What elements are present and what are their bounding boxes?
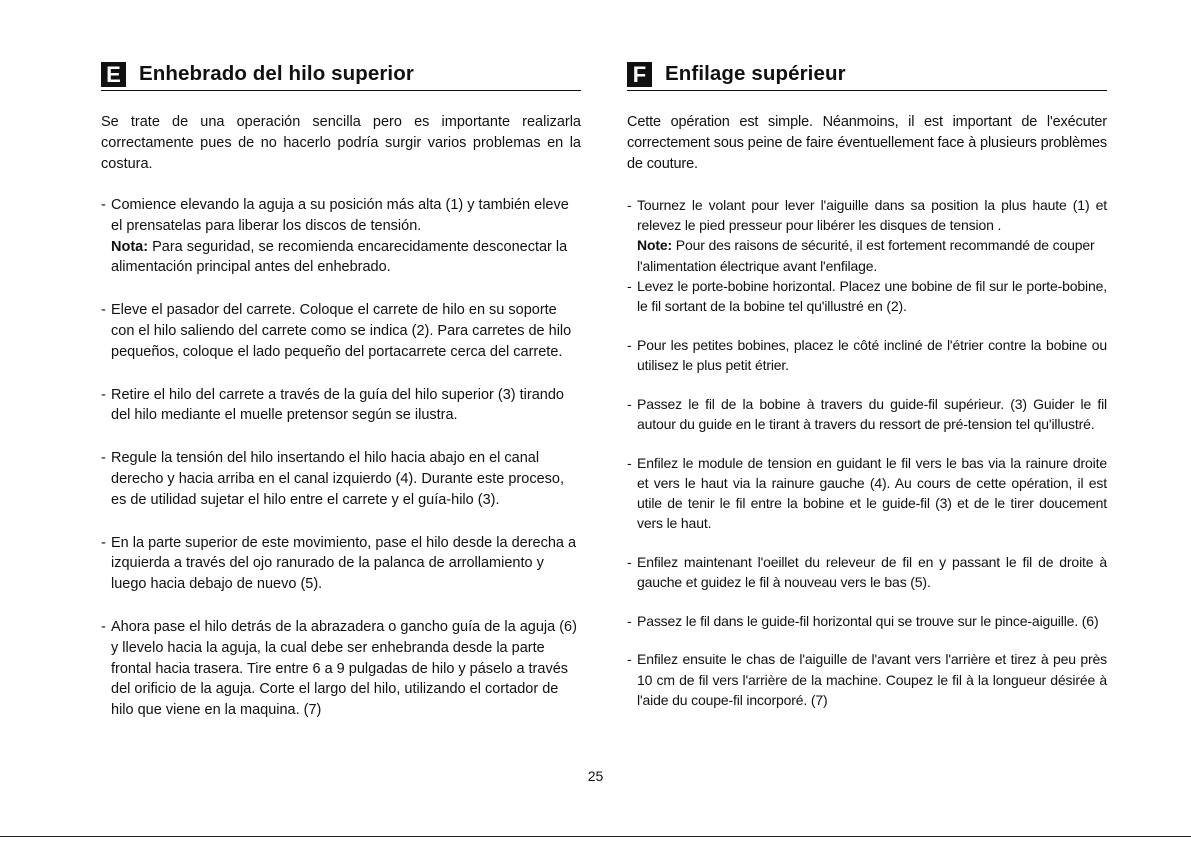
- step-6: [101, 617, 581, 721]
- step-1: [627, 195, 1107, 276]
- bottom-divider: [0, 836, 1191, 837]
- step-text: - Comience elevando la aguja a su posición más alta (1) y también eleve el prensatelas para liberar los discos de tensión.: [111, 197, 569, 234]
- step-text: - Enfilez le module de tension en guidant le fil vers le bas via la rainure droite et vers le haut via la rainure gauche (4). Au cours de cette opération, il est utile de tenir le fil entre la bobine et le guide-fil (3) et de le tirer doucement vers le haut.: [637, 454, 1107, 532]
- intro-paragraph: Cette opération est simple. Néanmoins, il est important de l'exécuter correctement sous peine de faire éventuellement face à plusieurs problèmes de couture.: [627, 114, 1107, 172]
- step-7: [627, 611, 1107, 631]
- step-text: - Regule la tensión del hilo insertando el hilo hacia abajo en el canal derecho y hacia arriba en el canal izquierdo (4). Durante este proceso, es de utilidad sujetar el hilo entre el carrete y el guía-hilo (3).: [111, 450, 564, 508]
- section-letter-badge: E: [101, 62, 126, 87]
- step-text: - Passez le fil de la bobine à travers du guide-fil supérieur. (3) Guider le fil autour du guide en le tirant à travers du ressort de pré-tension tel qu'illustré.: [637, 395, 1107, 432]
- step-text: - Ahora pase el hilo detrás de la abrazadera o gancho guía de la aguja (6) y llevelo hacia la aguja, la cual debe ser enhebranda desde la parte frontal hacia trasera. Tire entre 6 a 9 pulgadas de hilo y páselo a través del orificio de la aguja. Corte el largo del hilo, utilizando el cortador de hilo que viene en la maquina. (7): [111, 618, 577, 719]
- section-header-f: [627, 60, 1107, 91]
- section-f-french: [627, 60, 1107, 729]
- step-2: [101, 300, 581, 362]
- note-text: Pour des raisons de sécurité, il est fortement recommandé de couper l'alimentation électrique avant l'enfilage.: [637, 237, 1095, 274]
- page-number: 25: [587, 768, 604, 784]
- section-title: Enfilage supérieur: [665, 62, 846, 85]
- note-label: Note:: [637, 237, 673, 254]
- intro-paragraph: Se trate de una operación sencilla pero es importante realizarla correctamente pues de no hacerlo podría surgir varios problemas en la costura.: [101, 114, 581, 172]
- section-letter-badge: F: [627, 62, 652, 87]
- note-label: Nota:: [111, 238, 149, 255]
- section-title: Enhebrado del hilo superior: [139, 62, 414, 85]
- step-text: - Eleve el pasador del carrete. Coloque el carrete de hilo en su soporte con el hilo saliendo del carrete como se indica (2). Para carretes de hilo pequeños, coloque el lado pequeño del portacarrete cerca del carrete.: [111, 302, 572, 360]
- step-5: [101, 533, 581, 595]
- safety-note: [637, 235, 1107, 275]
- step-5: [627, 453, 1107, 534]
- instruction-steps: [101, 195, 581, 721]
- step-text: - Levez le porte-bobine horizontal. Placez une bobine de fil sur le porte-bobine, le fil sortant de la bobine tel qu'illustré en (2).: [637, 277, 1107, 315]
- step-2: [627, 276, 1107, 316]
- instruction-steps: [627, 195, 1107, 710]
- step-4: [101, 448, 581, 510]
- step-text: - Retire el hilo del carrete a través de la guía del hilo superior (3) tirando del hilo mediante el muelle pretensor según se ilustra.: [111, 386, 564, 424]
- note-text: Para seguridad, se recomienda encarecidamente desconectar la alimentación principal antes del enhebrado.: [111, 238, 568, 276]
- step-text: - Enfilez ensuite le chas de l'aiguille de l'avant vers l'arrière et tirez à peu près 10 cm de fil vers l'arrière de la machine. Coupez le fil à la longueur désirée à l'aide du coupe-fil incorporé. (7): [637, 651, 1107, 708]
- step-3: [101, 385, 581, 427]
- step-text: - Tournez le volant pour lever l'aiguille dans sa position la plus haute (1) et relevez le pied presseur pour libérer les disques de tension .: [637, 197, 1107, 234]
- step-text: - En la parte superior de este movimiento, pase el hilo desde la derecha a izquierda a través del ojo ranurado de la palanca de arrollamiento y luego hacia debajo de nuevo (5).: [111, 534, 577, 593]
- step-text: - Pour les petites bobines, placez le côté incliné de l'étrier contre la bobine ou utilisez le plus petit étrier.: [637, 336, 1107, 373]
- step-1: [101, 195, 581, 278]
- section-header-e: [101, 60, 581, 91]
- step-6: [627, 552, 1107, 592]
- safety-note: [111, 237, 581, 279]
- step-3: [627, 335, 1107, 375]
- step-text: - Enfilez maintenant l'oeillet du releveur de fil en y passant le fil de droite à gauche et guidez le fil à nouveau vers le bas (5).: [637, 553, 1107, 591]
- step-8: [627, 649, 1107, 710]
- section-e-spanish: [101, 60, 581, 743]
- step-text: - Passez le fil dans le guide-fil horizontal qui se trouve sur le pince-aiguille. (6): [637, 612, 1099, 629]
- step-4: [627, 394, 1107, 434]
